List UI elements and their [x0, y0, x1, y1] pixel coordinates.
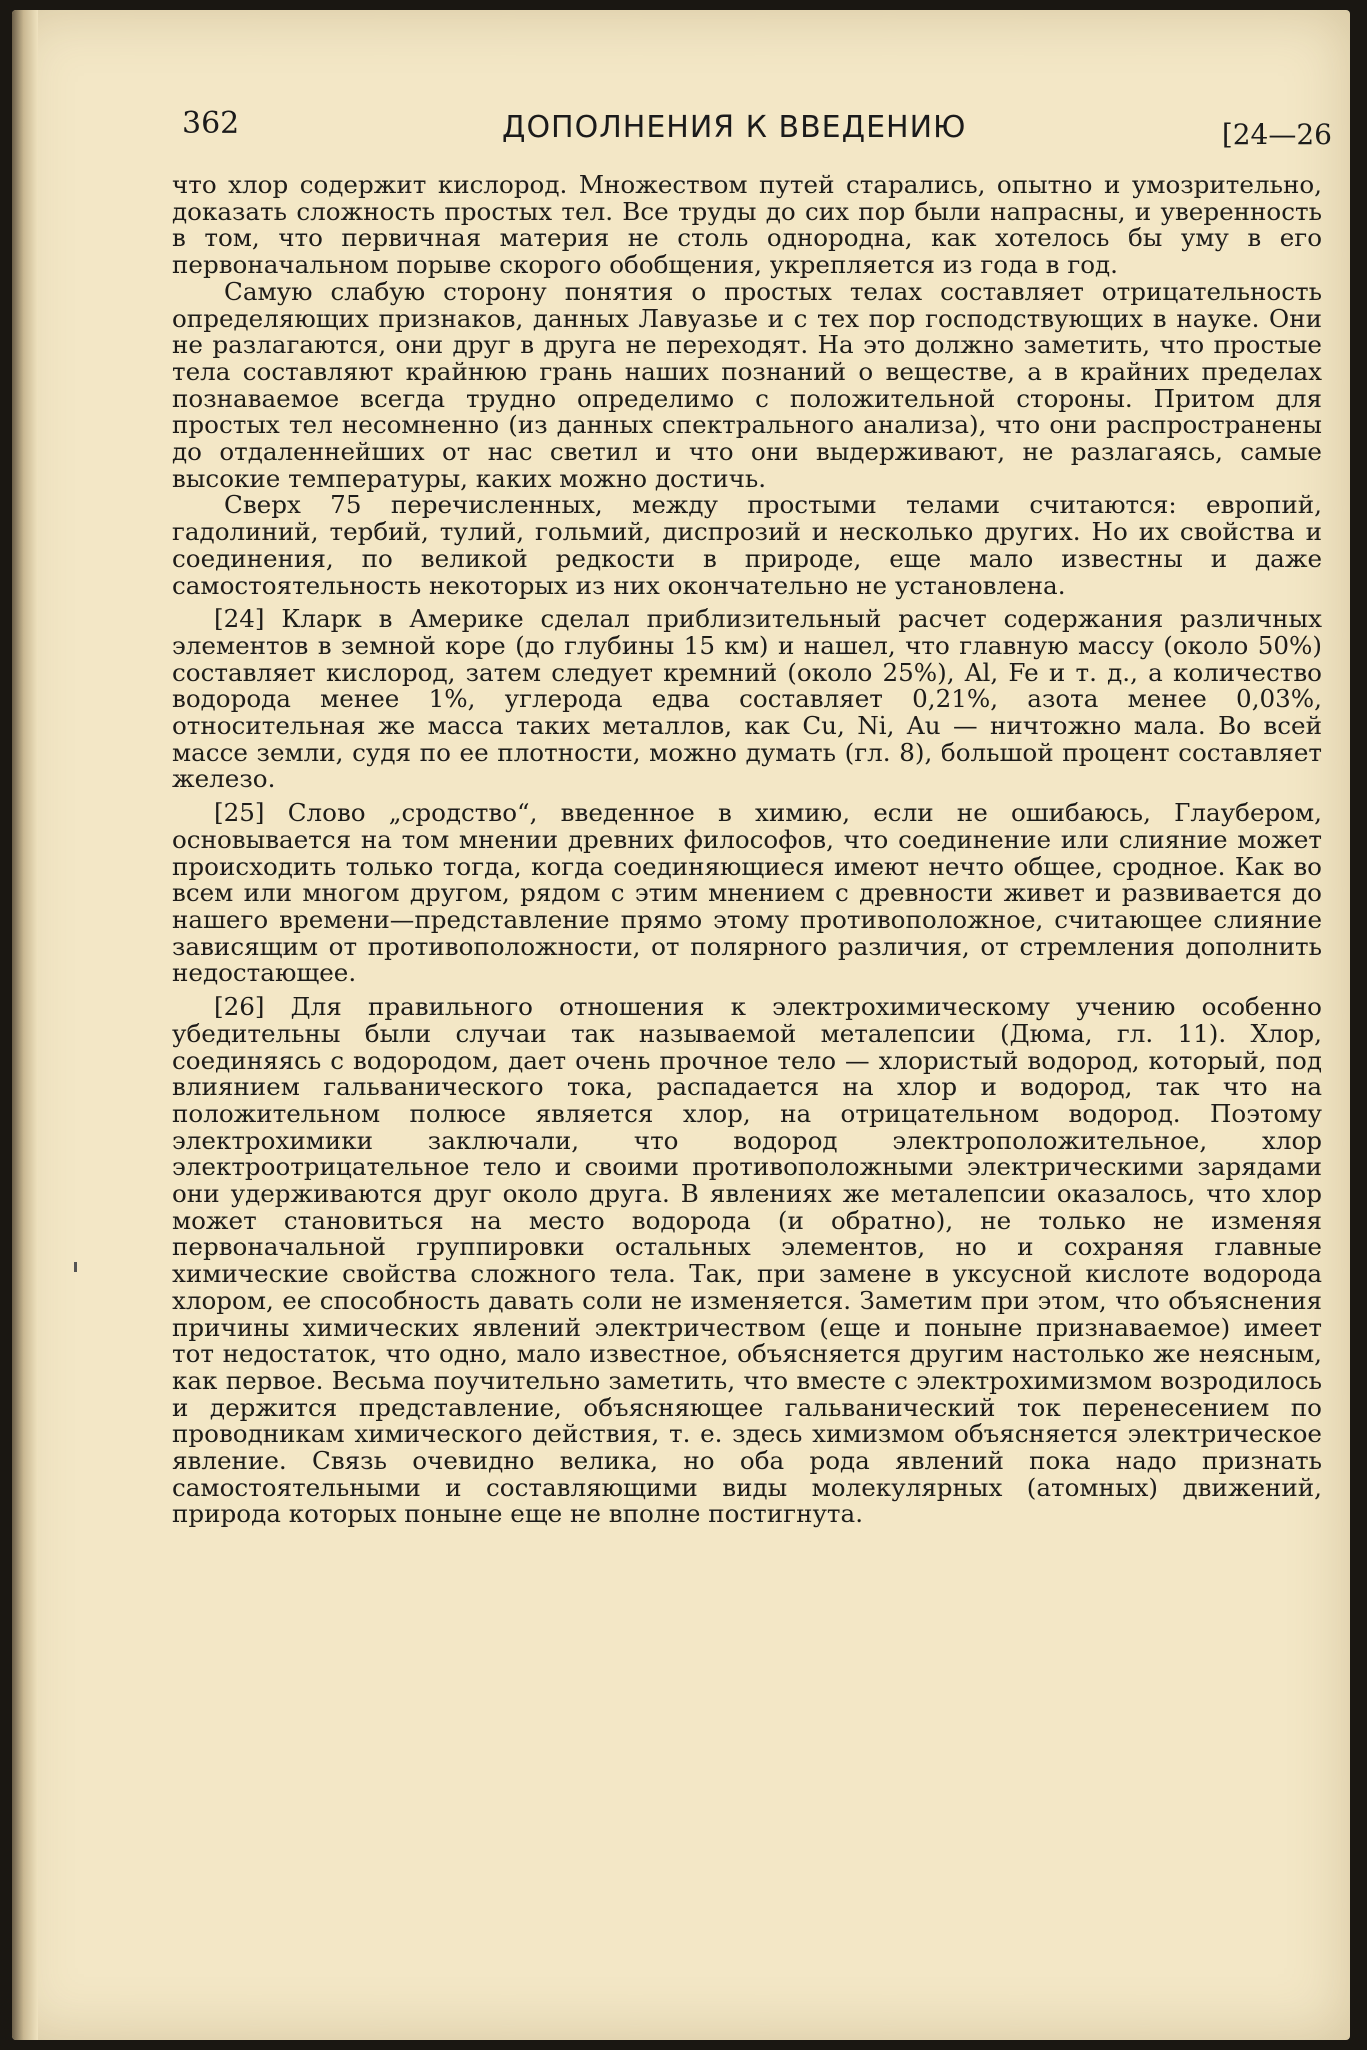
note-25: [25] Слово „сродство“, введенное в химию, если не ошибаюсь, Глаубером, основывается на том мнении древних философов, что соединение или слияние может происходить только тогда, когда соединяющиеся имеют нечто общее, сродное. Как во всем или многом другом, рядом с этим мнением с древности живет и развивается до нашего времени—представление прямо этому противоположное, считающее слияние зависящим от противоположности, от полярного различия, от стремления дополнить недостающее. — [172, 798, 1322, 988]
margin-mark — [74, 1262, 77, 1272]
page-header — [182, 106, 1332, 156]
note-26: [26] Для правильного отношения к электрохимическому учению особенно убедительны были случаи так называемой металепсии (Дюма, гл. 11). Хлор, соединяясь с водородом, дает очень прочное тело — хлористый водород, который, под влиянием гальванического тока, распадается на хлор и водород, так что на положительном полюсе является хлор, на отрицательном водород. Поэтому электрохимики заключали, что водород электроположительное, хлор электроотрицательное тело и своими противоположными электрическими зарядами они удерживаются друг около друга. В явлениях же металепсии оказалось, что хлор может становиться на место водорода (и обратно), не только не изменяя первоначальной группировки остальных элементов, но и сохраняя главные химические свойства сложного тела. Так, при замене в уксусной кислоте водорода хлором, ее способность давать соли не изменяется. Заметим при этом, что объяснения причины химических явлений электричеством (еще и поныне признаваемое) имеет тот недостаток, что одно, мало известное, объясняется другим настолько же неясным, как первое. Весьма поучительно заметить, что вместе с электрохимизмом возродилось и держится представление, объясняющее гальванический ток перенесением по проводникам химического действия, т. е. здесь химизмом объясняется электрическое явление. Связь очевидно велика, но оба рода явлений пока надо признать самостоятельными и составляющими виды молекулярных (атомных) движений, природа которых поныне еще не вполне постигнута. — [172, 992, 1322, 1529]
paragraph-continued: что хлор содержит кислород. Множеством путей старались, опытно и умозрительно, доказать сложность простых тел. Все труды до сих пор были напрасны, и уверенность в том, что первичная материя не столь однородна, как хотелось бы уму в его первоначальном порыве скорого обобщения, укрепляется из года в год. — [172, 170, 1322, 280]
paragraph-simple-bodies: Самую слабую сторону понятия о простых телах составляет отрицательность определяющих признаков, данных Лавуазье и с тех пор господствующих в науке. Они не разлагаются, они друг в друга не переходят. На это должно заметить, что простые тела составляют крайнюю грань наших познаний о веществе, а в крайних пределах познаваемое всегда трудно определимо с положительной стороны. Притом для простых тел несомненно (из данных спектрального анализа), что они распространены до отдаленнейших от нас светил и что они выдерживают, не разлагаясь, самые высокие температуры, каких можно достичь. — [172, 276, 1322, 493]
paragraph-rare-elements: Сверх 75 перечисленных, между простыми телами считаются: европий, гадолиний, тербий, тулий, гольмий, диспрозий и несколько других. Но их свойства и соединения, по великой редкости в природе, еще мало известны и даже самостоятельность некоторых из них окончательно не установлена. — [172, 490, 1322, 600]
running-title: ДОПОЛНЕНИЯ К ВВЕДЕНИЮ — [502, 110, 967, 145]
scanned-page — [12, 10, 1350, 2040]
body-text — [172, 172, 1322, 1528]
note-24: [24] Кларк в Америке сделал приблизительный расчет содержания различных элементов в земной коре (до глубины 15 км) и нашел, что главную массу (около 50%) составляет кислород, затем следует кремний (около 25%), Al, Fe и т. д., а количество водорода менее 1%, углерода едва составляет 0,21%, азота менее 0,03%, относительная же масса таких металлов, как Cu, Ni, Au — ничтожно мала. Во всей массе земли, судя по ее плотности, можно думать (гл. 8), большой процент составляет железо. — [172, 604, 1322, 794]
page-number: 362 — [182, 106, 240, 141]
section-range: [24—26 — [1221, 118, 1332, 151]
book-spine — [12, 10, 38, 2040]
